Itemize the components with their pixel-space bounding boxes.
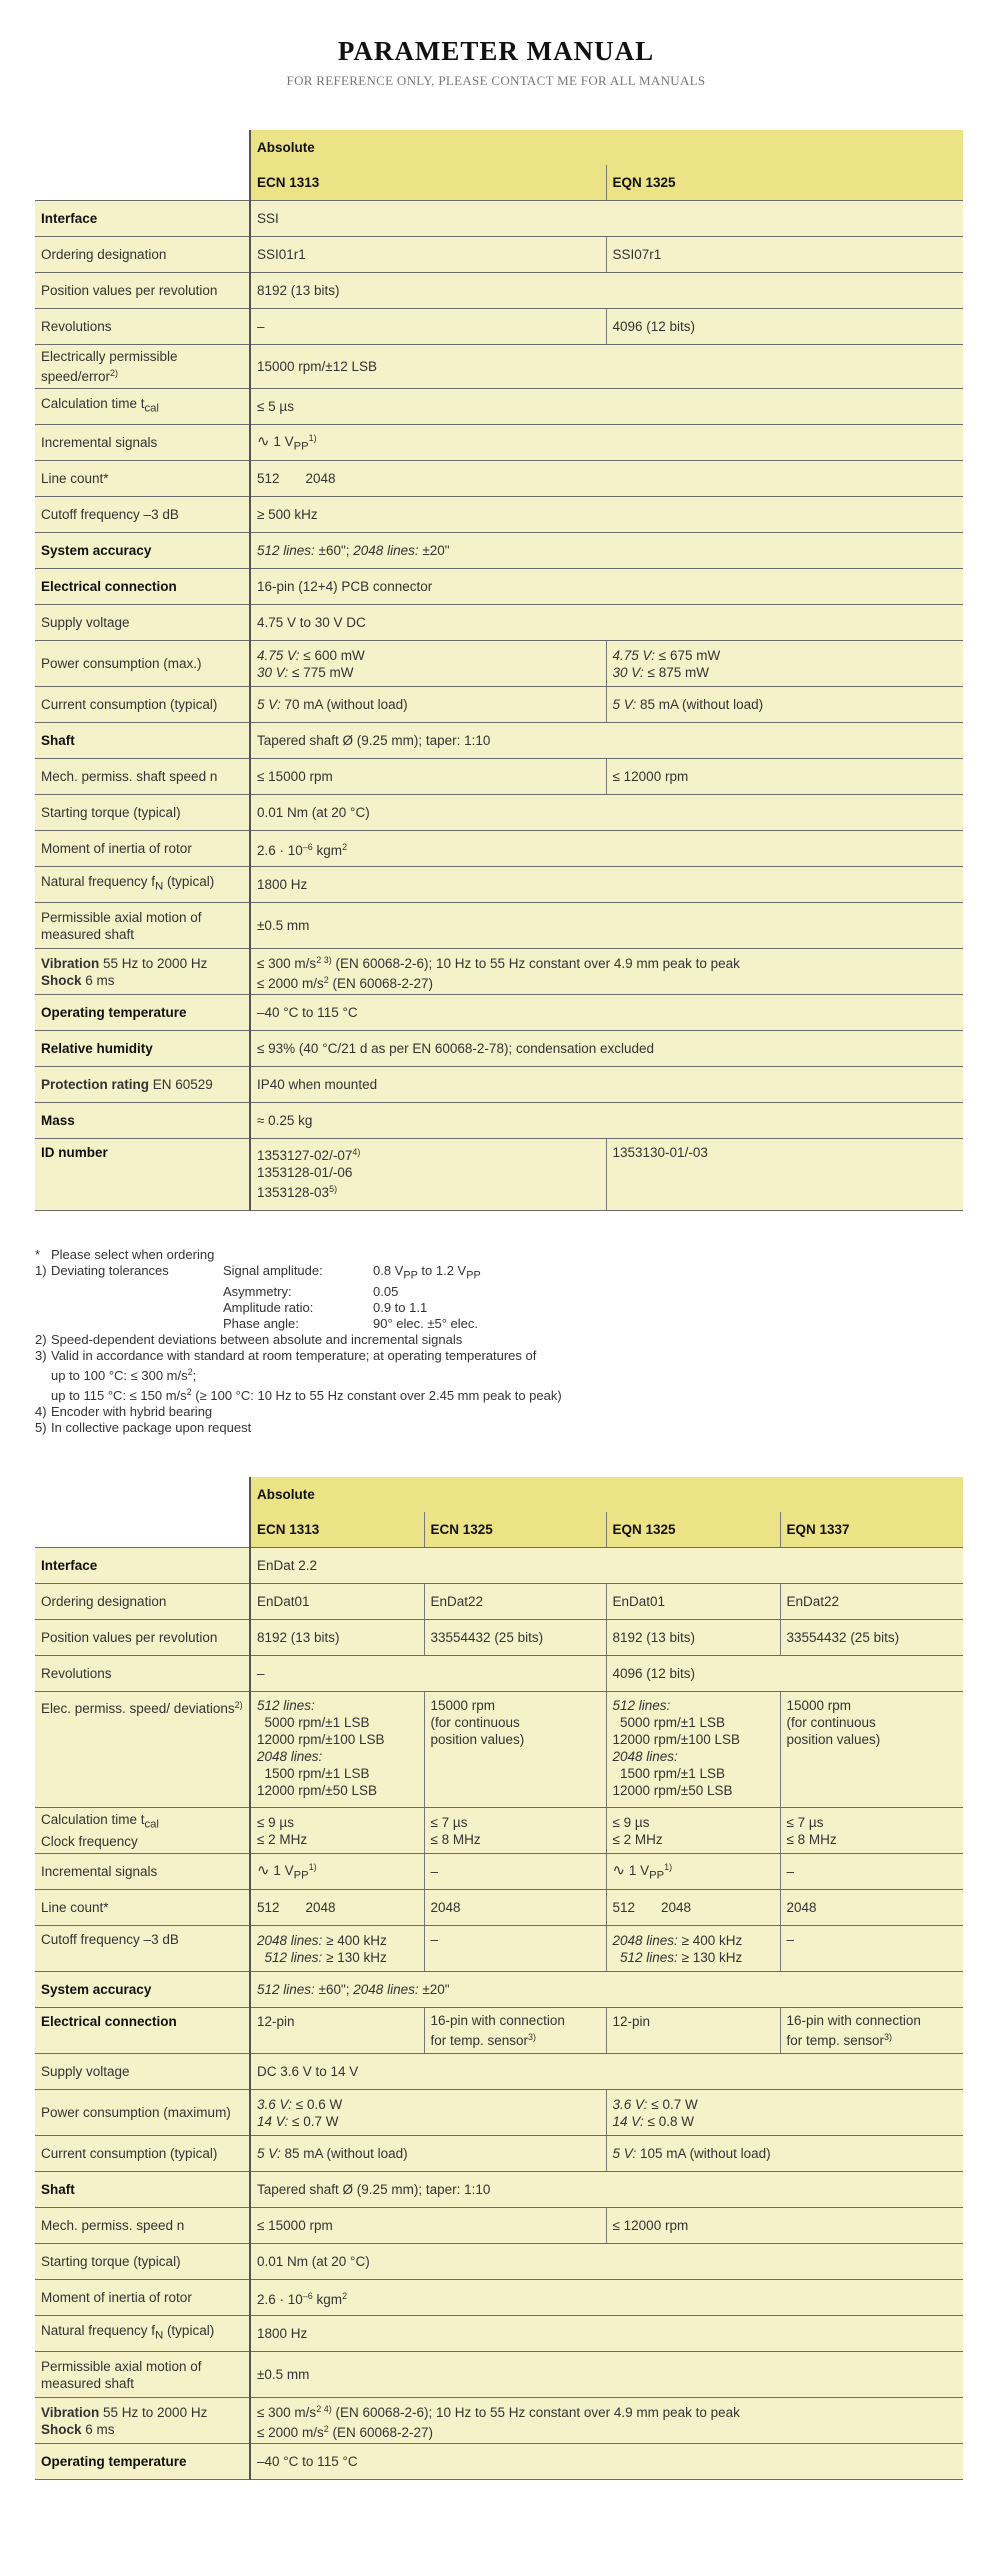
cell: 4.75 V to 30 V DC	[250, 605, 963, 641]
table-model-row	[35, 1512, 963, 1548]
cell: 1800 Hz	[250, 2316, 963, 2352]
table-row	[35, 1103, 963, 1139]
table-row	[35, 2398, 963, 2444]
cell: EnDat22	[424, 1584, 606, 1620]
table-row	[35, 201, 963, 237]
row-label: Natural frequency $f_N$ (typical)	[35, 2316, 250, 2352]
model-header: ECN 1325	[424, 1512, 606, 1548]
page-subtitle: FOR REFERENCE ONLY, PLEASE CONTACT ME FOR ALL MANUALS	[286, 73, 706, 88]
footnote: 5) In collective package upon request	[35, 1419, 252, 1435]
cell: ∿ 1 $V_{PP}^{1)}$	[250, 425, 963, 461]
cell: 512 lines: ±60"; 2048 lines: ±20"	[250, 533, 963, 569]
row-label: Power consumption (maximum)	[35, 2090, 250, 2136]
cell: –	[780, 1854, 963, 1890]
table-row	[35, 569, 963, 605]
table-row	[35, 309, 963, 345]
cell: 5 V: 70 mA (without load)	[250, 687, 606, 723]
row-label: Interface	[35, 1548, 250, 1584]
group-header: Absolute	[250, 130, 963, 165]
cell: ±0.5 mm	[250, 2352, 963, 2398]
table-row	[35, 2054, 963, 2090]
cell: ≤ 12000 rpm	[606, 759, 963, 795]
cell: 1800 Hz	[250, 867, 963, 903]
cell: 512 lines: 5000 rpm/±1 LSB 12000 rpm/±100 LSB 2048 lines: 1500 rpm/±1 LSB 12000 rpm/±50 LSB	[250, 1692, 424, 1808]
table-group-row	[35, 1477, 963, 1512]
page-title: PARAMETER MANUAL	[337, 36, 655, 66]
cell: 4.75 V: ≤ 675 mW 30 V: ≤ 875 mW	[606, 641, 963, 687]
cell: 4096 (12 bits)	[606, 1656, 963, 1692]
table-row	[35, 641, 963, 687]
row-label: Line count*	[35, 461, 250, 497]
table-row	[35, 425, 963, 461]
cell: 8192 (13 bits)	[250, 1620, 424, 1656]
table-row	[35, 273, 963, 309]
cell: DC 3.6 V to 14 V	[250, 2054, 963, 2090]
table-row	[35, 497, 963, 533]
table-row	[35, 2172, 963, 2208]
cell: SSI	[250, 201, 963, 237]
table-row	[35, 1548, 963, 1584]
row-label: System accuracy	[35, 533, 250, 569]
row-label: Protection rating EN 60529	[35, 1067, 250, 1103]
cell: 12-pin	[250, 2008, 424, 2054]
cell: EnDat22	[780, 1584, 963, 1620]
cell: 0.01 Nm (at 20 °C)	[250, 2244, 963, 2280]
table-row	[35, 1584, 963, 1620]
table-row	[35, 995, 963, 1031]
cell: 2048 lines: ≥ 400 kHz 512 lines: ≥ 130 kHz	[606, 1926, 780, 1972]
table-row	[35, 461, 963, 497]
cell: 15000 rpm/±12 LSB	[250, 345, 963, 389]
cell: 512 2048	[606, 1890, 780, 1926]
row-label: Mass	[35, 1103, 250, 1139]
table-row	[35, 1972, 963, 2008]
cell: ≤ 9 µs ≤ 2 MHz	[250, 1808, 424, 1854]
cell: 3.6 V: ≤ 0.6 W 14 V: ≤ 0.7 W	[250, 2090, 606, 2136]
cell: ±0.5 mm	[250, 903, 963, 949]
cell: ≤ 5 µs	[250, 389, 963, 425]
row-label: Starting torque (typical)	[35, 2244, 250, 2280]
row-label: Starting torque (typical)	[35, 795, 250, 831]
cell: 33554432 (25 bits)	[780, 1620, 963, 1656]
table-row	[35, 1656, 963, 1692]
table-row	[35, 345, 963, 389]
row-label: Moment of inertia of rotor	[35, 831, 250, 867]
table-row	[35, 759, 963, 795]
model-header: EQN 1337	[780, 1512, 963, 1548]
cell: –40 °C to 115 °C	[250, 995, 963, 1031]
cell: 33554432 (25 bits)	[424, 1620, 606, 1656]
footnote: 3) Valid in accordance with standard at room temperature; at operating temperatures of	[35, 1347, 537, 1363]
table-row	[35, 1139, 963, 1211]
cell: Tapered shaft Ø (9.25 mm); taper: 1:10	[250, 2172, 963, 2208]
row-label: Electrically permissible speed/error$^{2)}$	[35, 345, 250, 389]
row-label: Incremental signals	[35, 425, 250, 461]
sine-wave-icon: ∿	[257, 432, 270, 450]
row-label: Incremental signals	[35, 1854, 250, 1890]
table-row	[35, 867, 963, 903]
table-row	[35, 2244, 963, 2280]
table-row	[35, 1926, 963, 1972]
row-label: Operating temperature	[35, 2444, 250, 2480]
row-label: Position values per revolution	[35, 1620, 250, 1656]
row-label: Shaft	[35, 723, 250, 759]
table-row	[35, 795, 963, 831]
row-label: Ordering designation	[35, 1584, 250, 1620]
cell: SSI07r1	[606, 237, 963, 273]
spec-table-ssi	[35, 130, 963, 1211]
row-label: Supply voltage	[35, 2054, 250, 2090]
table-row	[35, 1854, 963, 1890]
row-label: Cutoff frequency –3 dB	[35, 497, 250, 533]
tolerance-list: Signal amplitude: 0.8 $V_{PP}$ to 1.2 $V_{PP}$ Asymmetry: 0.05 Amplitude ratio: 0.9 to 1.1 Phase angle: 90° elec. ±5° elec.	[223, 1263, 481, 1331]
cell: 4.75 V: ≤ 600 mW 30 V: ≤ 775 mW	[250, 641, 606, 687]
cell: 16-pin with connection for temp. sensor$^{3)}$	[424, 2008, 606, 2054]
row-label: Natural frequency $f_N$ (typical)	[35, 867, 250, 903]
row-label: System accuracy	[35, 1972, 250, 2008]
cell: EnDat 2.2	[250, 1548, 963, 1584]
cell: –	[250, 309, 606, 345]
row-label: Operating temperature	[35, 995, 250, 1031]
row-label: Calculation time $t_{cal}$ Clock frequency	[35, 1808, 250, 1854]
row-label: ID number	[35, 1139, 250, 1211]
cell: 8192 (13 bits)	[250, 273, 963, 309]
cell: ≈ 0.25 kg	[250, 1103, 963, 1139]
table-row	[35, 533, 963, 569]
table-row	[35, 2316, 963, 2352]
cell: 4096 (12 bits)	[606, 309, 963, 345]
cell: ≤ 93% (40 °C/21 d as per EN 60068-2-78); condensation excluded	[250, 1031, 963, 1067]
cell: 512 lines: 5000 rpm/±1 LSB 12000 rpm/±100 LSB 2048 lines: 1500 rpm/±1 LSB 12000 rpm/±50 LSB	[606, 1692, 780, 1808]
cell: 2048	[424, 1890, 606, 1926]
cell: –	[780, 1926, 963, 1972]
row-label: Electrical connection	[35, 2008, 250, 2054]
row-label: Cutoff frequency –3 dB	[35, 1926, 250, 1972]
cell: ∿ 1 $V_{PP}^{1)}$	[250, 1854, 424, 1890]
cell: –40 °C to 115 °C	[250, 2444, 963, 2480]
table-row	[35, 1620, 963, 1656]
cell: Tapered shaft Ø (9.25 mm); taper: 1:10	[250, 723, 963, 759]
cell: ∿ 1 $V_{PP}^{1)}$	[606, 1854, 780, 1890]
cell: 1353130-01/-03	[606, 1139, 963, 1211]
cell: ≤ 300 $m/s^{2 4)}$ (EN 60068-2-6); 10 Hz to 55 Hz constant over 4.9 mm peak to peak ≤ 2000 $m/s^2$ (EN 60068-2-27)	[250, 2398, 963, 2444]
cell: 8192 (13 bits)	[606, 1620, 780, 1656]
cell: 512 2048	[250, 1890, 424, 1926]
table-row	[35, 1031, 963, 1067]
spec-table-endat	[35, 1477, 963, 2480]
cell: ≤ 7 µs ≤ 8 MHz	[780, 1808, 963, 1854]
row-label: Relative humidity	[35, 1031, 250, 1067]
cell: –	[424, 1854, 606, 1890]
table-row	[35, 1890, 963, 1926]
table-row	[35, 1808, 963, 1854]
row-label: Power consumption (max.)	[35, 641, 250, 687]
row-label: Calculation time $t_{cal}$	[35, 389, 250, 425]
table-row	[35, 2090, 963, 2136]
cell: –	[424, 1926, 606, 1972]
model-header: ECN 1313	[250, 1512, 424, 1548]
page-header	[0, 0, 992, 145]
table-group-row	[35, 130, 963, 165]
cell: EnDat01	[606, 1584, 780, 1620]
cell: ≤ 9 µs ≤ 2 MHz	[606, 1808, 780, 1854]
table-model-row	[35, 165, 963, 201]
model-header: EQN 1325	[606, 165, 963, 201]
footnote: 4) Encoder with hybrid bearing	[35, 1403, 213, 1419]
cell: 5 V: 85 mA (without load)	[250, 2136, 606, 2172]
cell: 15000 rpm (for continuous position values)	[424, 1692, 606, 1808]
table-row	[35, 687, 963, 723]
table-row	[35, 389, 963, 425]
cell: 5 V: 85 mA (without load)	[606, 687, 963, 723]
table-row	[35, 949, 963, 995]
row-label: Line count*	[35, 1890, 250, 1926]
row-label: Moment of inertia of rotor	[35, 2280, 250, 2316]
cell: –	[250, 1656, 606, 1692]
cell: 0.01 Nm (at 20 °C)	[250, 795, 963, 831]
cell: 512 lines: ±60"; 2048 lines: ±20"	[250, 1972, 963, 2008]
table-row	[35, 2136, 963, 2172]
footnotes: * Please select when ordering 1) Deviating tolerances Signal amplitude: 0.8 $V_{PP}$ to 1.2 $V_{PP}$ Asymmetry: 0.05 Amplitude ratio: 0.9 to 1.1 Phase angle: 90° elec. ±5° elec. 2) Speed-dependent deviations between absolute and incremental signals 3) Valid in accordance with standard at room temperature; at operating temperatures of up to 100 °C: ≤ 300 $m/s^2$; up to 115 °C: ≤ 150 $m/s^2$ (≥ 100 °C: 10 Hz to 55 Hz constant over 2.45 mm peak to peak) 4) Encoder with hybrid bearing 5) In collective package upon request	[35, 1247, 935, 1436]
footnote: 2) Speed-dependent deviations between absolute and incremental signals	[35, 1331, 463, 1347]
table-row	[35, 2208, 963, 2244]
cell: ≤ 300 $m/s^{2 3)}$ (EN 60068-2-6); 10 Hz to 55 Hz constant over 4.9 mm peak to peak ≤ 2000 $m/s^2$ (EN 60068-2-27)	[250, 949, 963, 995]
cell: $2.6 \cdot 10^{-6}$ kgm$^2$	[250, 831, 963, 867]
cell: 2048	[780, 1890, 963, 1926]
table-row	[35, 2352, 963, 2398]
row-label: Mech. permiss. speed n	[35, 2208, 250, 2244]
cell: 16-pin with connection for temp. sensor$^{3)}$	[780, 2008, 963, 2054]
cell: 15000 rpm (for continuous position values)	[780, 1692, 963, 1808]
footnote: 1) Deviating tolerances	[35, 1263, 169, 1278]
row-label: Elec. permiss. speed/ deviations$^{2)}$	[35, 1692, 250, 1808]
cell: IP40 when mounted	[250, 1067, 963, 1103]
row-label: Vibration 55 Hz to 2000 Hz Shock 6 ms	[35, 949, 250, 995]
row-label: Current consumption (typical)	[35, 687, 250, 723]
row-label: Current consumption (typical)	[35, 2136, 250, 2172]
cell: ≤ 12000 rpm	[606, 2208, 963, 2244]
row-label: Ordering designation	[35, 237, 250, 273]
group-header: Absolute	[250, 1477, 963, 1512]
cell: ≤ 15000 rpm	[250, 759, 606, 795]
row-label: Revolutions	[35, 309, 250, 345]
cell: EnDat01	[250, 1584, 424, 1620]
table-row	[35, 2008, 963, 2054]
table-row	[35, 605, 963, 641]
row-label: Mech. permiss. shaft speed n	[35, 759, 250, 795]
cell: 512 2048	[250, 461, 963, 497]
table-row	[35, 1692, 963, 1808]
row-label: Electrical connection	[35, 569, 250, 605]
table-row	[35, 237, 963, 273]
footnote: * Please select when ordering	[35, 1247, 215, 1262]
cell: 16-pin (12+4) PCB connector	[250, 569, 963, 605]
cell: $2.6 \cdot 10^{-6}$ kgm$^2$	[250, 2280, 963, 2316]
table-row	[35, 831, 963, 867]
row-label: Shaft	[35, 2172, 250, 2208]
row-label: Interface	[35, 201, 250, 237]
row-label: Supply voltage	[35, 605, 250, 641]
row-label: Vibration 55 Hz to 2000 Hz Shock 6 ms	[35, 2398, 250, 2444]
row-label: Permissible axial motion of measured shaft	[35, 903, 250, 949]
sine-wave-icon: ∿	[257, 1861, 270, 1879]
row-label: Permissible axial motion of measured shaft	[35, 2352, 250, 2398]
sine-wave-icon: ∿	[612, 1861, 626, 1879]
cell: 5 V: 105 mA (without load)	[606, 2136, 963, 2172]
cell: ≤ 7 µs ≤ 8 MHz	[424, 1808, 606, 1854]
cell: ≤ 15000 rpm	[250, 2208, 606, 2244]
table-row	[35, 903, 963, 949]
table-row	[35, 1067, 963, 1103]
cell: ≥ 500 kHz	[250, 497, 963, 533]
cell: 2048 lines: ≥ 400 kHz 512 lines: ≥ 130 kHz	[250, 1926, 424, 1972]
model-header: ECN 1313	[250, 165, 606, 201]
cell: 3.6 V: ≤ 0.7 W 14 V: ≤ 0.8 W	[606, 2090, 963, 2136]
table-row	[35, 723, 963, 759]
row-label: Position values per revolution	[35, 273, 250, 309]
model-header: EQN 1325	[606, 1512, 780, 1548]
table-row	[35, 2444, 963, 2480]
row-label: Revolutions	[35, 1656, 250, 1692]
table-row	[35, 2280, 963, 2316]
cell: 12-pin	[606, 2008, 780, 2054]
cell: 1353127-02/-07$^{4)}$ 1353128-01/-06 1353128-03$^{5)}$	[250, 1139, 606, 1211]
cell: SSI01r1	[250, 237, 606, 273]
